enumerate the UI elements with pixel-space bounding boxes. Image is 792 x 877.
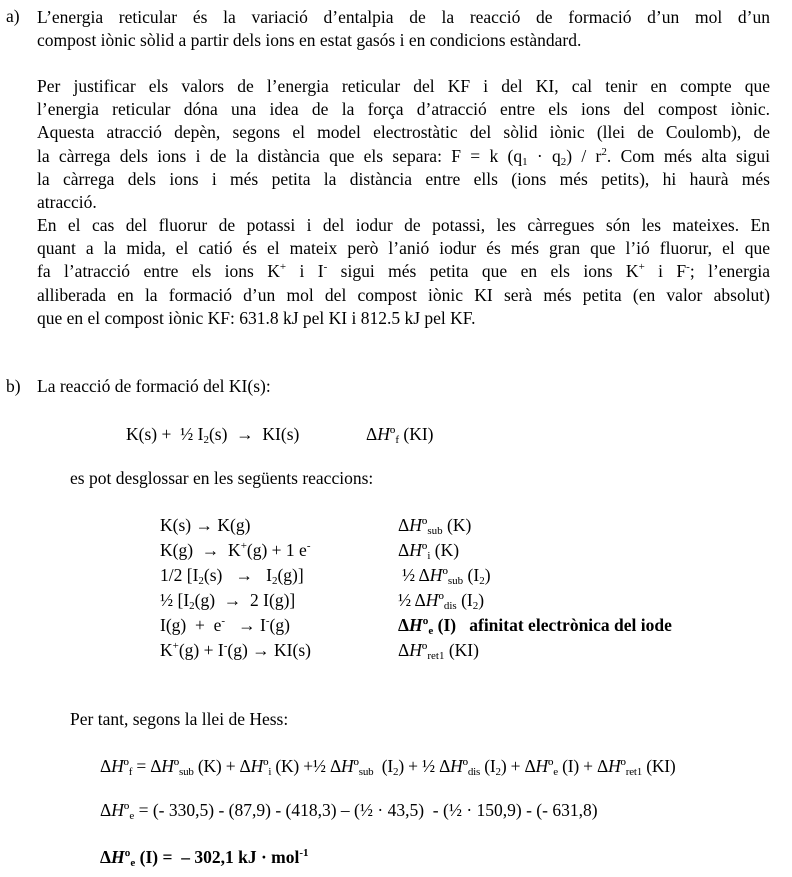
part-a-paragraph-2 [37,75,770,214]
text-line: En el cas del fluorur de potassi i del iodur de potassi, les càrregues són les mateixes. En [37,215,770,235]
step-reaction: I(g) + e- → I-(g) [160,615,290,635]
step-enthalpy: ΔHº$_{ret1}$ (KI) [398,640,479,662]
text-line: Per justificar els valors de l’energia reticular del KF i del KI, cal tenir en compte que [37,76,770,96]
hess-intro: Per tant, segons la llei de Hess: [70,709,289,729]
text-line: la càrrega dels ions i més petita la distància entre ells (ions més petits), hi haurà més [37,168,770,189]
text-segment: i I [286,261,324,282]
step-reaction: K+(g) + I-(g) → KI(s) [160,640,311,660]
text-segment: . Com més alta sigui [606,145,770,166]
text-line: alliberada en la formació d’un mol del compost iònic KI serà més petita (en valor absolut) [37,284,770,305]
text-line: quant a la mida, el catió és el mateix però l’anió iodur és més gran que l’ió fluorur, el que [37,238,770,259]
step-enthalpy: ½ ΔHº$_{dis}$ $(I_2)$ [398,590,485,612]
final-result: ΔHº$_e$ (I) = – 302,1 kJ · mol$^{-1}$ [100,847,309,869]
text-line: que en el compost iònic KF: 631.8 kJ pel KI i 812.5 kJ pel KF. [37,307,476,328]
part-a-paragraph-1 [37,6,770,52]
text-segment: · q [527,145,561,166]
text-segment: ) / r [566,145,602,166]
step-reaction: K(g) → K+(g) + 1 e- [160,540,311,560]
formation-enthalpy: ΔHº$_f$ (KI) [366,424,434,446]
ion-comparison-line: fa l’atracció entre els ions K+ i I- sigui més petita que en els ions K+ i F-; l’energia [37,261,770,282]
step-enthalpy: ΔHº$_{sub}$ (K) [398,515,472,537]
text-segment: ; l’energia [689,261,770,282]
text-line: compost iònic sòlid a partir dels ions en estat gasós i en condicions estàndard. [37,30,582,51]
part-a-paragraph-3 [37,214,770,330]
calculation-equation: ΔHº$_e$ = (- 330,5) - (87,9) - (418,3) – (½ · 43,5) - (½ · 150,9) - (- 631,8) [100,800,598,822]
step-enthalpy: ΔHº$_i$ (K) [398,540,460,562]
text-line: atracció. [37,191,97,212]
text-segment: la càrrega dels ions i de la distància que els separa: F = k (q [37,145,523,166]
part-b-intro: La reacció de formació del KI(s): [37,376,271,396]
step-reaction: 1/2 $[I_2(s) \to I_2(g)]$ [160,565,304,587]
part-b-marker: b) [6,376,21,396]
step-enthalpy: ΔHº$_e$ (I) afinitat electrònica del iode [398,615,672,637]
hess-equation: ΔHº$_f$ = ΔHº$_{sub}$ (K) + ΔHº$_i$ (K) +½ ΔHº$_{sub}$ $(I_2)$ + ½ ΔHº$_{dis}$ $(I_2)$ + ΔHº$_e$ (I) + ΔHº$_{ret1}$ (KI) [100,756,676,778]
text-segment: sigui més petita que en els ions K [327,261,639,282]
text-line: Aquesta atracció depèn, segons el model electrostàtic del sòlid iònic (llei de Coulomb), de [37,122,770,143]
step-enthalpy: ½ ΔHº$_{sub}$ $(I_2)$ [402,565,491,587]
part-a-marker: a) [6,6,20,26]
formation-equation: K(s) + ½ $I_2(s) \to KI(s)$ [126,424,300,446]
text-segment: fa l’atracció entre els ions K [37,261,280,282]
text-line: l’energia reticular dóna una idea de la força d’atracció entre els ions del compost iònic. [37,99,770,120]
text-line: L’energia reticular és la variació d’entalpia de la reacció de formació d’un mol d’un [37,7,770,27]
step-reaction: K(s) → K(g) [160,515,251,535]
breakdown-intro: es pot desglossar en les següents reaccions: [70,468,374,488]
text-segment: i F [644,261,687,282]
step-reaction: ½ [$I_2(g) \to 2$ I(g)] [160,590,296,612]
coulomb-law-line: la càrrega dels ions i de la distància que els separa: F = k $(q_1 \cdot q_2) / r^2$. Com més alta sigui [37,145,770,168]
